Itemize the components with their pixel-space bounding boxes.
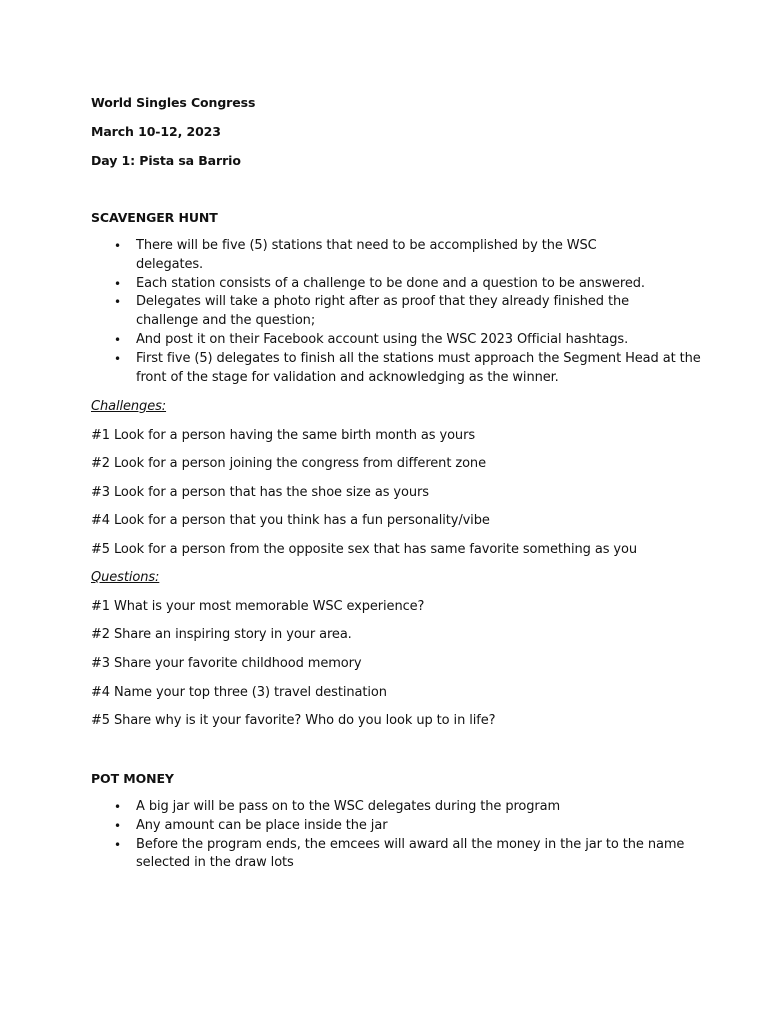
challenge-item: #2 Look for a person joining the congress from different zone: [91, 456, 486, 471]
question-item: #2 Share an inspiring story in your area.: [91, 627, 352, 642]
challenge-item: #4 Look for a person that you think has a fun personality/vibe: [91, 513, 490, 528]
bullet-icon: •: [114, 239, 121, 253]
section-heading-pot-money: POT MONEY: [91, 771, 174, 786]
section-heading-scavenger-hunt: SCAVENGER HUNT: [91, 210, 218, 225]
question-item: #4 Name your top three (3) travel destination: [91, 685, 387, 700]
event-date: March 10-12, 2023: [91, 124, 221, 139]
challenges-label: Challenges:: [91, 399, 167, 414]
question-item: #5 Share why is it your favorite? Who do you look up to in life?: [91, 713, 496, 728]
bullet-icon: •: [114, 351, 121, 366]
list-item: • Any amount can be place inside the jar: [91, 817, 691, 836]
bullet-icon: •: [114, 276, 121, 291]
list-item: • Each station consists of a challenge to be done and a question to be answered.: [91, 275, 691, 294]
day-title: Day 1: Pista sa Barrio: [91, 153, 241, 168]
challenge-item: #3 Look for a person that has the shoe size as yours: [91, 485, 429, 500]
document-title: World Singles Congress: [91, 95, 256, 110]
list-item: • There will be five (5) stations that need to be accomplished by the WSC delegates.: [114, 238, 597, 272]
bullet-icon: •: [114, 800, 121, 814]
list-item: • First five (5) delegates to finish all the stations must approach the Segment Head at the front of the stage for validation and acknowledging as the winner.: [114, 350, 701, 385]
list-item: • Before the program ends, the emcees will award all the money in the jar to the name selected in the draw lots: [114, 836, 685, 871]
pot-money-bullet-list: [91, 798, 691, 873]
bullet-icon: •: [114, 295, 121, 310]
question-item: #1 What is your most memorable WSC experience?: [91, 599, 425, 614]
challenge-item: #5 Look for a person from the opposite sex that has same favorite something as you: [91, 542, 637, 557]
questions-label: Questions:: [91, 570, 160, 585]
list-item: • Delegates will take a photo right after as proof that they already finished the challenge and the question;: [114, 294, 630, 329]
bullet-icon: •: [114, 818, 121, 833]
list-item: • And post it on their Facebook account using the WSC 2023 Official hashtags.: [91, 331, 691, 350]
list-item: • A big jar will be pass on to the WSC delegates during the program: [91, 798, 691, 817]
bullet-icon: •: [114, 332, 121, 347]
challenge-item: #1 Look for a person having the same birth month as yours: [91, 428, 475, 443]
question-item: #3 Share your favorite childhood memory: [91, 656, 362, 671]
scavenger-hunt-bullet-list: [91, 237, 701, 387]
bullet-icon: •: [114, 837, 121, 852]
